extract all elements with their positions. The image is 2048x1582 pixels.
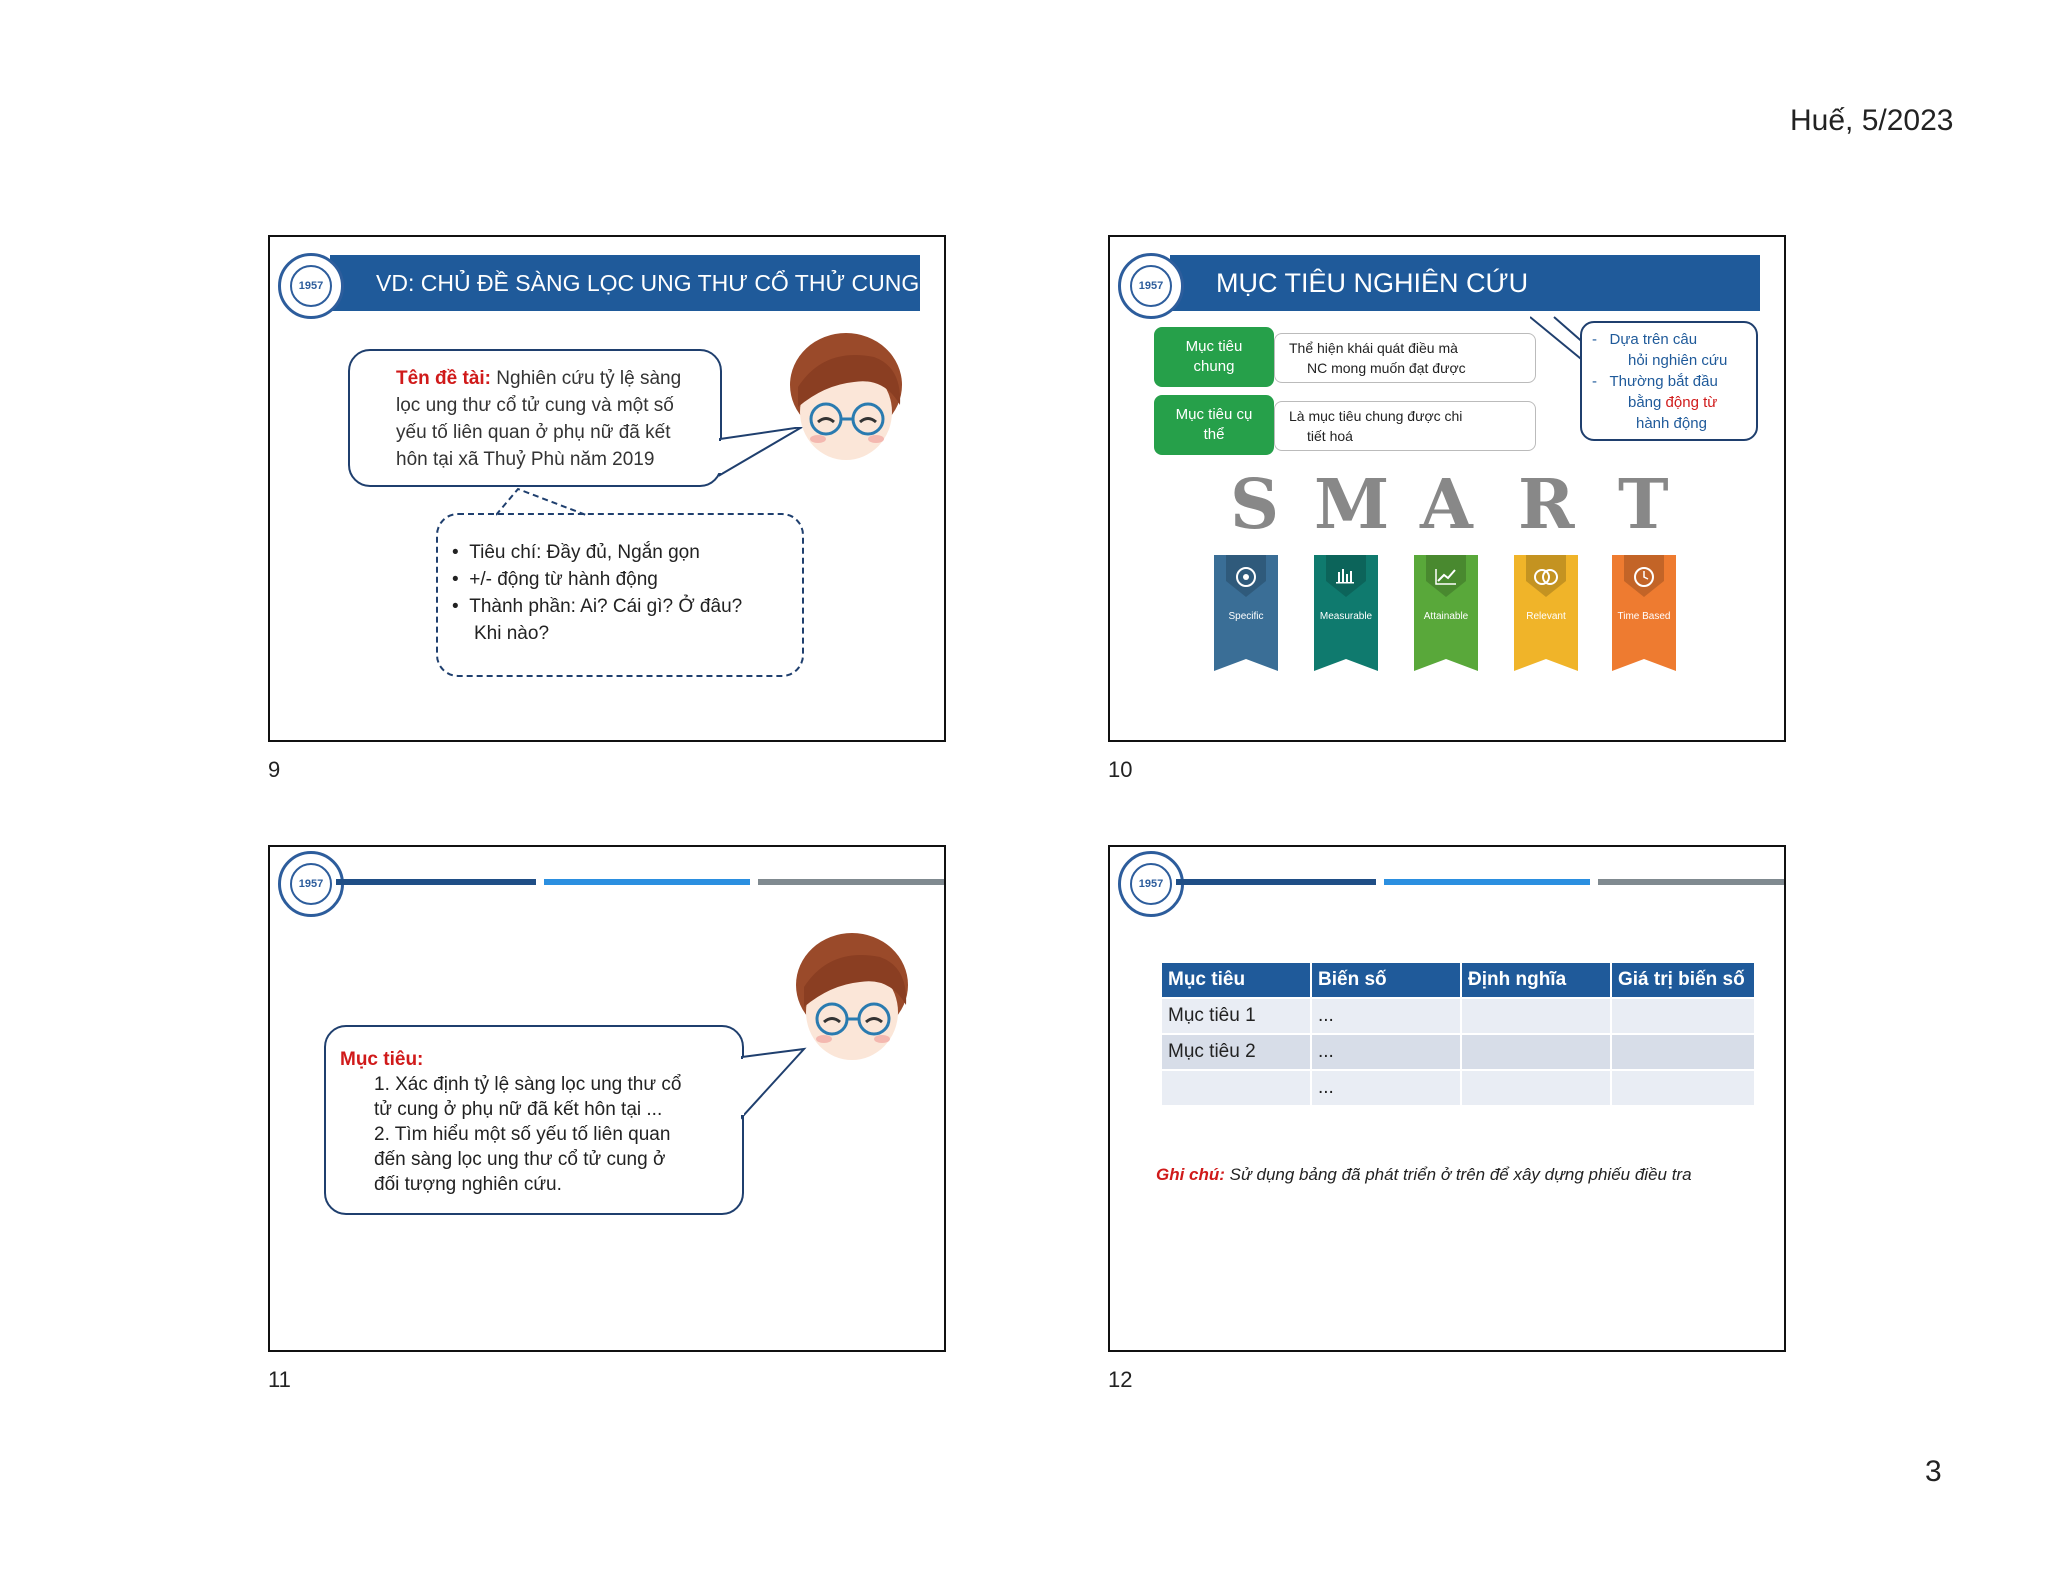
logo-emblem: 1957 — [290, 265, 332, 307]
ribbon-label: Specific — [1228, 611, 1264, 622]
table-cell: ... — [1311, 1070, 1461, 1105]
general-objective-label — [1154, 327, 1274, 387]
table-cell — [1611, 1034, 1755, 1070]
topic-label: Tên đề tài: — [396, 368, 492, 389]
criteria-item: +/- động từ hành động — [469, 569, 658, 590]
header-stripe — [336, 879, 536, 885]
ribbon-label: Attainable — [1423, 611, 1469, 622]
note-text: bằng — [1628, 394, 1666, 411]
topic-line: yếu tố liên quan ở phụ nữ đã kết — [396, 422, 671, 443]
note-highlight-text: động từ — [1665, 394, 1718, 411]
general-objective-desc — [1274, 333, 1536, 383]
slide-title: VD: CHỦ ĐỀ SÀNG LỌC UNG THƯ CỔ THỬ CUNG — [376, 269, 920, 296]
table-header-cell: Biến số — [1311, 963, 1461, 998]
smart-letter: S — [1230, 465, 1280, 545]
ribbon-label: Time Based — [1617, 611, 1671, 622]
table-row — [1162, 1034, 1755, 1070]
ribbon-label: Relevant — [1526, 611, 1566, 622]
note-text: Thường bắt đầu — [1609, 373, 1718, 390]
slide-title-bar — [330, 255, 920, 311]
table-row — [1162, 998, 1755, 1034]
header-stripe — [1384, 879, 1590, 885]
header-stripe — [1598, 879, 1786, 885]
note-label: Ghi chú: — [1156, 1165, 1225, 1184]
university-logo — [278, 253, 344, 319]
smart-ribbon-time-based — [1612, 555, 1676, 671]
objective-line: 2. Tìm hiểu một số yếu tố liên quan — [374, 1124, 671, 1145]
slide-title: MỤC TIÊU NGHIÊN CỨU — [1216, 267, 1529, 298]
objective-line: đến sàng lọc ung thư cổ tử cung ở — [374, 1149, 666, 1170]
verb-note-box: - Dựa trên câu hỏi nghiên cứu - Thường bắt đầu bằng động từ hành động — [1580, 321, 1758, 441]
logo-emblem: 1957 — [290, 863, 332, 905]
university-logo — [1118, 851, 1184, 917]
desc-text: tiết hoá — [1307, 428, 1353, 444]
criteria-item: Thành phần: Ai? Cái gì? Ở đâu? — [469, 596, 743, 617]
slide-number: 10 — [1108, 757, 1133, 782]
university-logo — [1118, 253, 1184, 319]
university-logo — [278, 851, 344, 917]
table-cell: Mục tiêu 2 — [1162, 1034, 1311, 1070]
document-date: Huế, 5/2023 — [1790, 104, 1954, 137]
topic-line: lọc ung thư cổ tử cung và một số — [396, 395, 674, 416]
slide-number: 11 — [268, 1367, 291, 1392]
smart-ribbon-specific — [1214, 555, 1278, 671]
table-header-cell: Mục tiêu — [1162, 963, 1311, 998]
cartoon-face-icon — [784, 327, 914, 477]
table-cell: ... — [1311, 998, 1461, 1034]
logo-emblem: 1957 — [1130, 863, 1172, 905]
objective-line: đối tượng nghiên cứu. — [374, 1174, 562, 1195]
table-header-row — [1162, 963, 1755, 998]
table-cell: Mục tiêu 1 — [1162, 998, 1311, 1034]
table-cell — [1162, 1070, 1311, 1105]
logo-emblem: 1957 — [1130, 265, 1172, 307]
desc-text: NC mong muốn đạt được — [1307, 360, 1466, 376]
criteria-item: Tiêu chí: Đầy đủ, Ngắn gọn — [469, 542, 700, 563]
dashed-bubble-tail — [496, 487, 616, 517]
smart-letter: A — [1420, 465, 1473, 545]
table-cell — [1461, 1034, 1611, 1070]
table-cell — [1611, 1070, 1755, 1105]
header-stripe — [1176, 879, 1376, 885]
table-cell — [1461, 998, 1611, 1034]
table-note — [1156, 1165, 1692, 1185]
note-text: Sử dụng bảng đã phát triển ở trên để xây dựng phiếu điều tra — [1224, 1165, 1692, 1184]
page-number: 3 — [1925, 1455, 1942, 1488]
note-text: hỏi nghiên cứu — [1628, 352, 1728, 369]
objective-line: 1. Xác định tỷ lệ sàng lọc ung thư cổ — [374, 1074, 682, 1095]
table-row — [1162, 1070, 1755, 1105]
pill-text: Mục tiêu — [1185, 338, 1243, 355]
table-cell: ... — [1311, 1034, 1461, 1070]
ribbon-label: Measurable — [1319, 611, 1373, 622]
smart-letter: M — [1314, 465, 1390, 545]
slide-10 — [1108, 235, 1786, 742]
smart-letter: T — [1618, 465, 1669, 545]
table-header-cell: Giá trị biến số — [1611, 963, 1755, 998]
desc-text: Thể hiện khái quát điều mà — [1289, 340, 1458, 356]
slide-12 — [1108, 845, 1786, 1352]
variable-table — [1162, 963, 1756, 1105]
desc-text: Là mục tiêu chung được chi — [1289, 408, 1463, 424]
note-text: hành động — [1636, 415, 1707, 432]
note-text: Dựa trên câu — [1609, 331, 1698, 348]
objective-label: Mục tiêu: — [340, 1049, 424, 1070]
topic-line: Nghiên cứu tỷ lệ sàng — [496, 368, 682, 389]
header-stripe — [544, 879, 750, 885]
table-cell — [1611, 998, 1755, 1034]
objective-line: tử cung ở phụ nữ đã kết hôn tại ... — [374, 1099, 663, 1120]
smart-letter: R — [1518, 465, 1575, 545]
slide-number: 9 — [268, 757, 281, 782]
smart-ribbon-relevant — [1514, 555, 1578, 671]
table-cell — [1461, 1070, 1611, 1105]
bubble-tail — [732, 1047, 812, 1127]
table-header-cell: Định nghĩa — [1461, 963, 1611, 998]
slide-number: 12 — [1108, 1367, 1133, 1392]
pill-text: thể — [1203, 426, 1225, 443]
criteria-item: Khi nào? — [474, 623, 550, 644]
pill-text: Mục tiêu cụ — [1175, 406, 1253, 423]
topic-speech-bubble — [348, 349, 722, 487]
pill-text: chung — [1193, 358, 1235, 375]
header-stripe — [758, 879, 946, 885]
topic-line: hôn tại xã Thuỷ Phù năm 2019 — [396, 449, 655, 470]
specific-objective-label — [1154, 395, 1274, 455]
smart-ribbon-measurable — [1314, 555, 1378, 671]
specific-objective-desc — [1274, 401, 1536, 451]
smart-ribbon-attainable — [1414, 555, 1478, 671]
slide-11 — [268, 845, 946, 1352]
slide-title-bar — [1170, 255, 1760, 311]
slide-9 — [268, 235, 946, 742]
criteria-box: • Tiêu chí: Đầy đủ, Ngắn gọn • +/- động từ hành động • Thành phần: Ai? Cái gì? Ở đâu? Khi nào? — [436, 513, 804, 677]
objective-speech-bubble — [324, 1025, 744, 1215]
